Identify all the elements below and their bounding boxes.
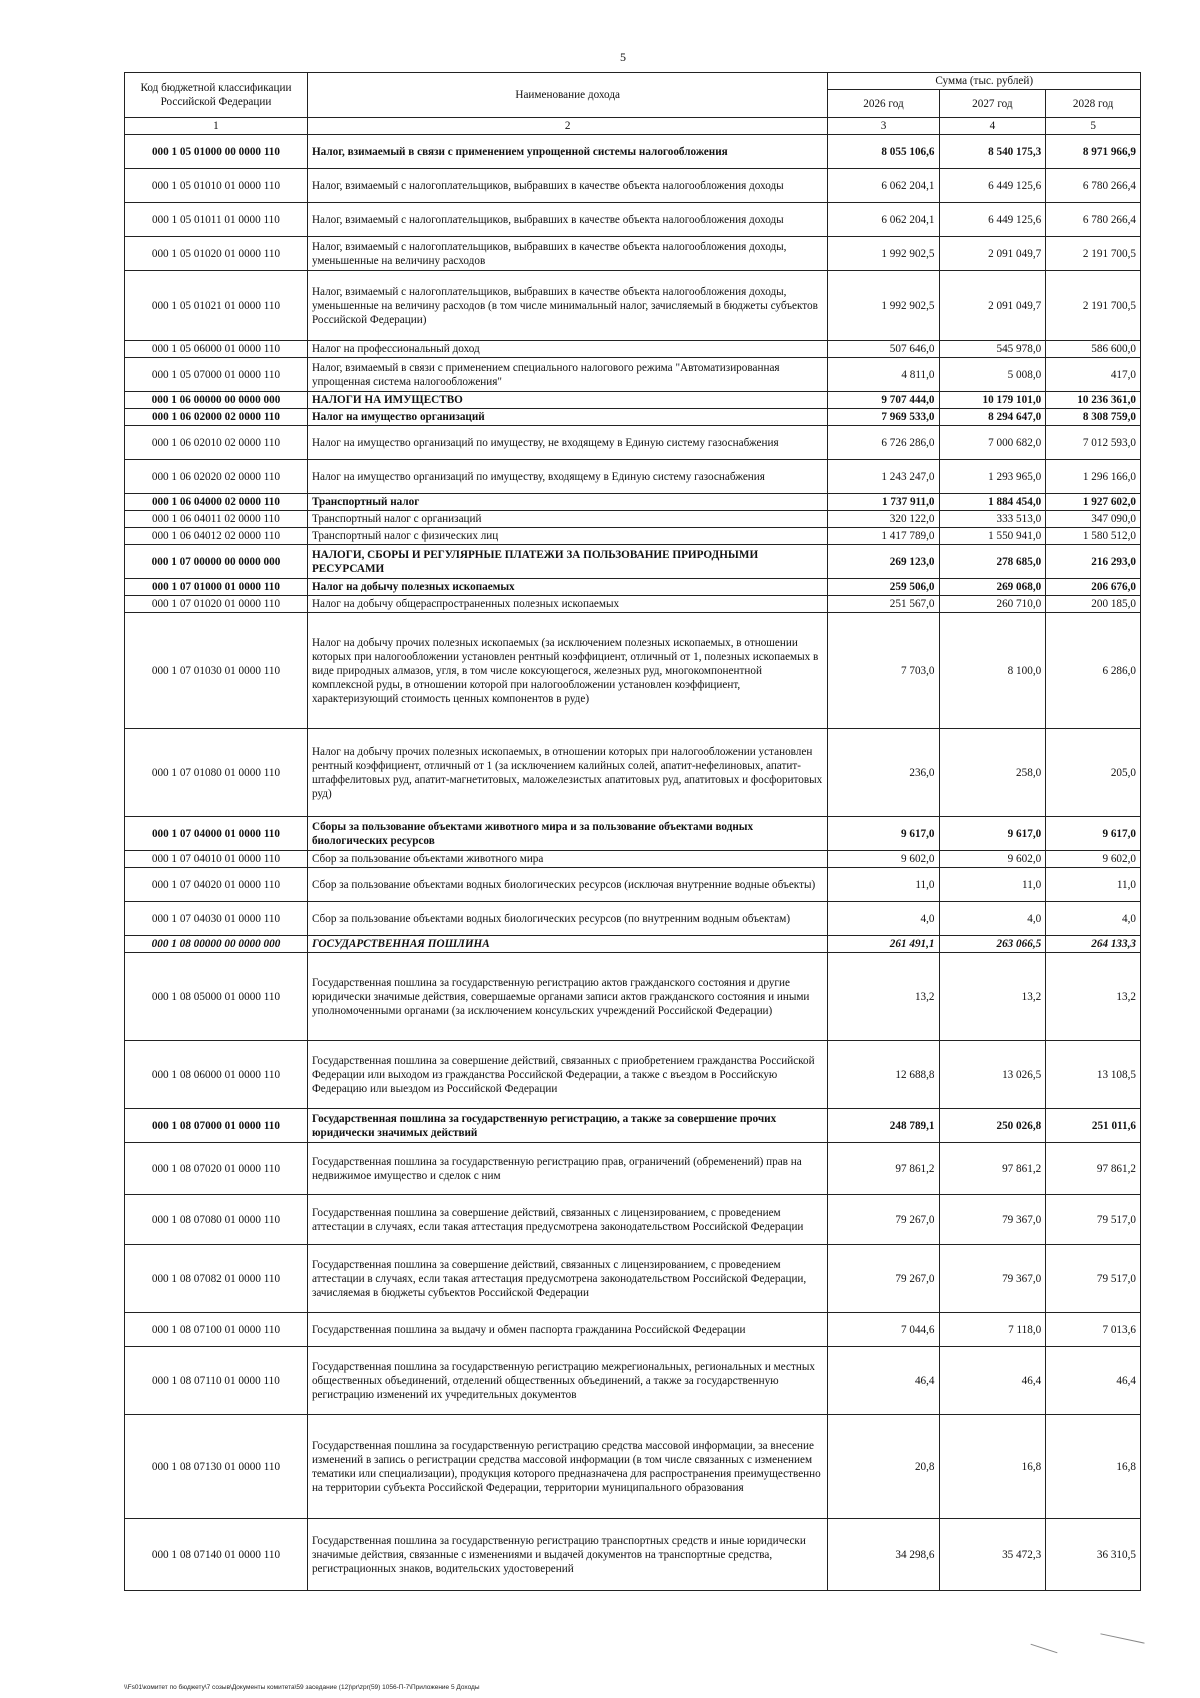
revenue-name-cell: Налог, взимаемый с налогоплательщиков, выбравших в качестве объекта налогообложения доходы (307, 169, 828, 203)
revenue-name-cell: Налог на добычу прочих полезных ископаемых (за исключением полезных ископаемых, в отношении которых при налогообложении установлен рентный коэффициент, отличный от 1, полезных ископаемых в виде природных алмазов, угля, в том числе коксующегося, железных руд, многокомпонентной комплексной руды, в отношении которой при налогообложении установлен коэффициент, характеризующий стоимость ценных компонентов в руде) (307, 613, 828, 729)
revenue-name-cell: Государственная пошлина за государственную регистрацию средства массовой информации, за внесение изменений в запись о регистрации средства массовой информации (в том числе связанных с изменением тематики или специализации), продукция которого предназначена для распространения преимущественно на территории субъекта Российской Федерации, территории муниципального образования (307, 1415, 828, 1519)
table-row (125, 936, 1141, 953)
table-body (125, 135, 1141, 1591)
amount-2026-cell: 9 707 444,0 (828, 392, 939, 409)
revenue-name-cell: Государственная пошлина за государственную регистрацию транспортных средств и иные юридически значимые действия, связанные с изменениями и выдачей документов на транспортные средства, регистрационных знаков, водительских удостоверений (307, 1519, 828, 1591)
amount-2028-cell: 206 676,0 (1046, 579, 1141, 596)
budget-code-cell: 000 1 08 07020 01 0000 110 (125, 1143, 308, 1195)
budget-code-cell: 000 1 07 04010 01 0000 110 (125, 851, 308, 868)
table-row (125, 169, 1141, 203)
amount-2027-cell: 9 617,0 (939, 817, 1046, 851)
budget-code-cell: 000 1 05 01011 01 0000 110 (125, 203, 308, 237)
table-row (125, 851, 1141, 868)
amount-2026-cell: 97 861,2 (828, 1143, 939, 1195)
amount-2026-cell: 7 703,0 (828, 613, 939, 729)
table-row (125, 1109, 1141, 1143)
table-row (125, 528, 1141, 545)
table-row (125, 271, 1141, 341)
amount-2026-cell: 1 992 902,5 (828, 237, 939, 271)
table-row (125, 902, 1141, 936)
amount-2028-cell: 2 191 700,5 (1046, 271, 1141, 341)
amount-2026-cell: 79 267,0 (828, 1245, 939, 1313)
revenue-name-cell: Сборы за пользование объектами животного мира и за пользование объектами водных биологических ресурсов (307, 817, 828, 851)
budget-code-cell: 000 1 08 05000 01 0000 110 (125, 953, 308, 1041)
table-row (125, 341, 1141, 358)
table-row (125, 545, 1141, 579)
revenue-name-cell: Сбор за пользование объектами водных биологических ресурсов (исключая внутренние водные объекты) (307, 868, 828, 902)
amount-2028-cell: 8 308 759,0 (1046, 409, 1141, 426)
budget-code-cell: 000 1 06 02010 02 0000 110 (125, 426, 308, 460)
table-row (125, 392, 1141, 409)
budget-code-cell: 000 1 05 06000 01 0000 110 (125, 341, 308, 358)
amount-2026-cell: 13,2 (828, 953, 939, 1041)
amount-2026-cell: 251 567,0 (828, 596, 939, 613)
amount-2027-cell: 16,8 (939, 1415, 1046, 1519)
amount-2028-cell: 13 108,5 (1046, 1041, 1141, 1109)
budget-code-cell: 000 1 05 07000 01 0000 110 (125, 358, 308, 392)
amount-2026-cell: 6 726 286,0 (828, 426, 939, 460)
amount-2027-cell: 2 091 049,7 (939, 237, 1046, 271)
revenue-name-cell: Государственная пошлина за совершение действий, связанных с лицензированием, с проведением аттестации в случаях, если такая аттестация предусмотрена законодательством Российской Федерации, зачисляемая в бюджеты субъектов Российской Федерации (307, 1245, 828, 1313)
amount-2026-cell: 6 062 204,1 (828, 203, 939, 237)
table-row (125, 494, 1141, 511)
amount-2027-cell: 250 026,8 (939, 1109, 1046, 1143)
budget-code-cell: 000 1 08 00000 00 0000 000 (125, 936, 308, 953)
budget-code-cell: 000 1 06 02000 02 0000 110 (125, 409, 308, 426)
table-row (125, 358, 1141, 392)
budget-code-cell: 000 1 07 01020 01 0000 110 (125, 596, 308, 613)
amount-2026-cell: 1 243 247,0 (828, 460, 939, 494)
amount-2027-cell: 8 294 647,0 (939, 409, 1046, 426)
column-number-3: 3 (828, 118, 939, 135)
amount-2027-cell: 7 000 682,0 (939, 426, 1046, 460)
amount-2028-cell: 97 861,2 (1046, 1143, 1141, 1195)
column-number-5: 5 (1046, 118, 1141, 135)
amount-2027-cell: 4,0 (939, 902, 1046, 936)
amount-2027-cell: 6 449 125,6 (939, 169, 1046, 203)
amount-2026-cell: 236,0 (828, 729, 939, 817)
amount-2026-cell: 79 267,0 (828, 1195, 939, 1245)
table-row (125, 135, 1141, 169)
table-row (125, 1245, 1141, 1313)
revenue-name-cell: Государственная пошлина за государственную регистрацию межрегиональных, региональных и местных общественных объединений, отделений общественных объединений, а также за государственную регистрацию изменений их учредительных документов (307, 1347, 828, 1415)
amount-2027-cell: 1 884 454,0 (939, 494, 1046, 511)
amount-2027-cell: 79 367,0 (939, 1195, 1046, 1245)
amount-2026-cell: 4 811,0 (828, 358, 939, 392)
amount-2026-cell: 11,0 (828, 868, 939, 902)
amount-2027-cell: 1 550 941,0 (939, 528, 1046, 545)
revenue-name-cell: Налог, взимаемый в связи с применением специального налогового режима "Автоматизированная упрощенная система налогообложения" (307, 358, 828, 392)
scan-artifact (1031, 1644, 1058, 1654)
amount-2028-cell: 1 580 512,0 (1046, 528, 1141, 545)
table-row (125, 579, 1141, 596)
column-number-1: 1 (125, 118, 308, 135)
revenue-table (124, 72, 1141, 1591)
amount-2027-cell: 545 978,0 (939, 341, 1046, 358)
amount-2027-cell: 8 540 175,3 (939, 135, 1046, 169)
table-row (125, 817, 1141, 851)
table-row (125, 1347, 1141, 1415)
table-row (125, 203, 1141, 237)
budget-code-cell: 000 1 06 04011 02 0000 110 (125, 511, 308, 528)
amount-2028-cell: 10 236 361,0 (1046, 392, 1141, 409)
budget-code-cell: 000 1 08 07130 01 0000 110 (125, 1415, 308, 1519)
budget-code-cell: 000 1 08 06000 01 0000 110 (125, 1041, 308, 1109)
amount-2026-cell: 320 122,0 (828, 511, 939, 528)
amount-2027-cell: 8 100,0 (939, 613, 1046, 729)
scan-artifact (1100, 1633, 1144, 1643)
budget-code-cell: 000 1 05 01020 01 0000 110 (125, 237, 308, 271)
revenue-name-cell: Транспортный налог (307, 494, 828, 511)
amount-2026-cell: 8 055 106,6 (828, 135, 939, 169)
amount-2026-cell: 9 602,0 (828, 851, 939, 868)
amount-2028-cell: 9 617,0 (1046, 817, 1141, 851)
year-2027-header: 2027 год (939, 90, 1046, 118)
budget-code-cell: 000 1 07 04020 01 0000 110 (125, 868, 308, 902)
revenue-name-cell: ГОСУДАРСТВЕННАЯ ПОШЛИНА (307, 936, 828, 953)
amount-2028-cell: 4,0 (1046, 902, 1141, 936)
sum-column-header: Сумма (тыс. рублей) (828, 73, 1141, 90)
revenue-name-cell: Государственная пошлина за государственную регистрацию прав, ограничений (обременений) прав на недвижимое имущество и сделок с ним (307, 1143, 828, 1195)
budget-code-cell: 000 1 08 07140 01 0000 110 (125, 1519, 308, 1591)
amount-2027-cell: 9 602,0 (939, 851, 1046, 868)
amount-2026-cell: 7 969 533,0 (828, 409, 939, 426)
table-row (125, 1143, 1141, 1195)
amount-2026-cell: 248 789,1 (828, 1109, 939, 1143)
amount-2028-cell: 8 971 966,9 (1046, 135, 1141, 169)
footer-file-path: \\Fs01\комитет по бюджету\7 созыв\Документы комитета\59 заседание (12)\pr\zpr(59) 1056-П-7\Приложение 5 Доходы (124, 1684, 480, 1691)
amount-2027-cell: 79 367,0 (939, 1245, 1046, 1313)
budget-code-cell: 000 1 07 00000 00 0000 000 (125, 545, 308, 579)
amount-2028-cell: 79 517,0 (1046, 1195, 1141, 1245)
amount-2027-cell: 333 513,0 (939, 511, 1046, 528)
year-2026-header: 2026 год (828, 90, 939, 118)
amount-2026-cell: 34 298,6 (828, 1519, 939, 1591)
amount-2027-cell: 7 118,0 (939, 1313, 1046, 1347)
amount-2028-cell: 586 600,0 (1046, 341, 1141, 358)
amount-2028-cell: 46,4 (1046, 1347, 1141, 1415)
amount-2026-cell: 1 417 789,0 (828, 528, 939, 545)
amount-2028-cell: 79 517,0 (1046, 1245, 1141, 1313)
budget-code-cell: 000 1 07 01000 01 0000 110 (125, 579, 308, 596)
amount-2027-cell: 11,0 (939, 868, 1046, 902)
amount-2028-cell: 200 185,0 (1046, 596, 1141, 613)
budget-code-cell: 000 1 07 01030 01 0000 110 (125, 613, 308, 729)
amount-2028-cell: 36 310,5 (1046, 1519, 1141, 1591)
budget-code-cell: 000 1 08 07100 01 0000 110 (125, 1313, 308, 1347)
revenue-name-cell: Налог, взимаемый в связи с применением упрощенной системы налогообложения (307, 135, 828, 169)
table-row (125, 1041, 1141, 1109)
budget-code-cell: 000 1 05 01010 01 0000 110 (125, 169, 308, 203)
amount-2027-cell: 258,0 (939, 729, 1046, 817)
table-row (125, 409, 1141, 426)
budget-code-cell: 000 1 06 00000 00 0000 000 (125, 392, 308, 409)
amount-2028-cell: 216 293,0 (1046, 545, 1141, 579)
amount-2028-cell: 1 927 602,0 (1046, 494, 1141, 511)
name-column-header: Наименование дохода (307, 73, 828, 118)
budget-code-cell: 000 1 08 07082 01 0000 110 (125, 1245, 308, 1313)
table-row (125, 237, 1141, 271)
table-row (125, 1195, 1141, 1245)
amount-2028-cell: 251 011,6 (1046, 1109, 1141, 1143)
revenue-name-cell: Сбор за пользование объектами животного мира (307, 851, 828, 868)
table-row (125, 868, 1141, 902)
amount-2027-cell: 5 008,0 (939, 358, 1046, 392)
amount-2026-cell: 9 617,0 (828, 817, 939, 851)
amount-2028-cell: 1 296 166,0 (1046, 460, 1141, 494)
revenue-name-cell: Налог, взимаемый с налогоплательщиков, выбравших в качестве объекта налогообложения доходы (307, 203, 828, 237)
table-row (125, 953, 1141, 1041)
revenue-name-cell: Транспортный налог с организаций (307, 511, 828, 528)
revenue-name-cell: Налог на имущество организаций (307, 409, 828, 426)
amount-2027-cell: 263 066,5 (939, 936, 1046, 953)
amount-2027-cell: 2 091 049,7 (939, 271, 1046, 341)
amount-2027-cell: 10 179 101,0 (939, 392, 1046, 409)
amount-2026-cell: 6 062 204,1 (828, 169, 939, 203)
amount-2027-cell: 13 026,5 (939, 1041, 1046, 1109)
revenue-name-cell: Государственная пошлина за государственную регистрацию, а также за совершение прочих юридически значимых действий (307, 1109, 828, 1143)
amount-2027-cell: 260 710,0 (939, 596, 1046, 613)
revenue-name-cell: Транспортный налог с физических лиц (307, 528, 828, 545)
budget-code-cell: 000 1 05 01021 01 0000 110 (125, 271, 308, 341)
amount-2027-cell: 269 068,0 (939, 579, 1046, 596)
amount-2027-cell: 278 685,0 (939, 545, 1046, 579)
table-row (125, 511, 1141, 528)
amount-2026-cell: 261 491,1 (828, 936, 939, 953)
budget-code-cell: 000 1 07 04030 01 0000 110 (125, 902, 308, 936)
revenue-name-cell: Налог на добычу полезных ископаемых (307, 579, 828, 596)
revenue-name-cell: Сбор за пользование объектами водных биологических ресурсов (по внутренним водным объектам) (307, 902, 828, 936)
table-row (125, 596, 1141, 613)
budget-code-cell: 000 1 06 04000 02 0000 110 (125, 494, 308, 511)
table-row (125, 1519, 1141, 1591)
budget-code-cell: 000 1 05 01000 00 0000 110 (125, 135, 308, 169)
table-row (125, 426, 1141, 460)
amount-2028-cell: 9 602,0 (1046, 851, 1141, 868)
page-number: 5 (620, 50, 626, 64)
amount-2027-cell: 35 472,3 (939, 1519, 1046, 1591)
budget-code-cell: 000 1 08 07000 01 0000 110 (125, 1109, 308, 1143)
table-header (125, 73, 1141, 135)
amount-2028-cell: 264 133,3 (1046, 936, 1141, 953)
revenue-name-cell: Государственная пошлина за выдачу и обмен паспорта гражданина Российской Федерации (307, 1313, 828, 1347)
code-column-header: Код бюджетной классификации Российской Федерации (125, 73, 308, 118)
amount-2028-cell: 7 012 593,0 (1046, 426, 1141, 460)
amount-2026-cell: 7 044,6 (828, 1313, 939, 1347)
amount-2028-cell: 6 780 266,4 (1046, 203, 1141, 237)
amount-2028-cell: 2 191 700,5 (1046, 237, 1141, 271)
amount-2026-cell: 20,8 (828, 1415, 939, 1519)
amount-2026-cell: 507 646,0 (828, 341, 939, 358)
revenue-name-cell: Налог, взимаемый с налогоплательщиков, выбравших в качестве объекта налогообложения доходы, уменьшенные на величину расходов (в том числе минимальный налог, зачисляемый в бюджеты субъектов Российской Федерации) (307, 271, 828, 341)
table-row (125, 613, 1141, 729)
amount-2027-cell: 1 293 965,0 (939, 460, 1046, 494)
amount-2026-cell: 259 506,0 (828, 579, 939, 596)
revenue-name-cell: Государственная пошлина за совершение действий, связанных с лицензированием, с проведением аттестации в случаях, если такая аттестация предусмотрена законодательством Российской Федерации (307, 1195, 828, 1245)
amount-2028-cell: 347 090,0 (1046, 511, 1141, 528)
amount-2027-cell: 13,2 (939, 953, 1046, 1041)
amount-2028-cell: 6 286,0 (1046, 613, 1141, 729)
budget-code-cell: 000 1 06 02020 02 0000 110 (125, 460, 308, 494)
table-row (125, 1415, 1141, 1519)
revenue-name-cell: НАЛОГИ НА ИМУЩЕСТВО (307, 392, 828, 409)
amount-2028-cell: 11,0 (1046, 868, 1141, 902)
revenue-name-cell: Налог на добычу общераспространенных полезных ископаемых (307, 596, 828, 613)
table-row (125, 460, 1141, 494)
amount-2027-cell: 97 861,2 (939, 1143, 1046, 1195)
revenue-name-cell: Государственная пошлина за совершение действий, связанных с приобретением гражданства Российской Федерации или выходом из гражданства Российской Федерации, а также с въездом в Российскую Федерацию или выездом из Российской Федерации (307, 1041, 828, 1109)
column-number-2: 2 (307, 118, 828, 135)
amount-2028-cell: 7 013,6 (1046, 1313, 1141, 1347)
amount-2028-cell: 6 780 266,4 (1046, 169, 1141, 203)
revenue-name-cell: НАЛОГИ, СБОРЫ И РЕГУЛЯРНЫЕ ПЛАТЕЖИ ЗА ПОЛЬЗОВАНИЕ ПРИРОДНЫМИ РЕСУРСАМИ (307, 545, 828, 579)
revenue-name-cell: Налог, взимаемый с налогоплательщиков, выбравших в качестве объекта налогообложения доходы, уменьшенные на величину расходов (307, 237, 828, 271)
revenue-name-cell: Налог на имущество организаций по имуществу, входящему в Единую систему газоснабжения (307, 460, 828, 494)
year-2028-header: 2028 год (1046, 90, 1141, 118)
table-row (125, 729, 1141, 817)
amount-2027-cell: 46,4 (939, 1347, 1046, 1415)
amount-2026-cell: 1 992 902,5 (828, 271, 939, 341)
revenue-name-cell: Налог на профессиональный доход (307, 341, 828, 358)
amount-2028-cell: 205,0 (1046, 729, 1141, 817)
revenue-name-cell: Налог на добычу прочих полезных ископаемых, в отношении которых при налогообложении установлен рентный коэффициент, отличный от 1 (за исключением калийных солей, апатит-нефелиновых, апатит-штаффелитовых руд, апатит-магнетитовых, маложелезистых апатитовых руд, апатитовых и фосфоритовых руд) (307, 729, 828, 817)
amount-2026-cell: 46,4 (828, 1347, 939, 1415)
revenue-name-cell: Налог на имущество организаций по имуществу, не входящему в Единую систему газоснабжения (307, 426, 828, 460)
column-number-4: 4 (939, 118, 1046, 135)
budget-code-cell: 000 1 08 07110 01 0000 110 (125, 1347, 308, 1415)
table-row (125, 1313, 1141, 1347)
budget-code-cell: 000 1 07 01080 01 0000 110 (125, 729, 308, 817)
budget-code-cell: 000 1 07 04000 01 0000 110 (125, 817, 308, 851)
amount-2028-cell: 417,0 (1046, 358, 1141, 392)
revenue-name-cell: Государственная пошлина за государственную регистрацию актов гражданского состояния и другие юридически значимые действия, совершаемые органами записи актов гражданского состояния и иными уполномоченными органами (за исключением консульских учреждений Российской Федерации) (307, 953, 828, 1041)
amount-2026-cell: 269 123,0 (828, 545, 939, 579)
amount-2028-cell: 13,2 (1046, 953, 1141, 1041)
budget-code-cell: 000 1 06 04012 02 0000 110 (125, 528, 308, 545)
amount-2026-cell: 12 688,8 (828, 1041, 939, 1109)
budget-code-cell: 000 1 08 07080 01 0000 110 (125, 1195, 308, 1245)
amount-2026-cell: 1 737 911,0 (828, 494, 939, 511)
amount-2027-cell: 6 449 125,6 (939, 203, 1046, 237)
amount-2026-cell: 4,0 (828, 902, 939, 936)
amount-2028-cell: 16,8 (1046, 1415, 1141, 1519)
